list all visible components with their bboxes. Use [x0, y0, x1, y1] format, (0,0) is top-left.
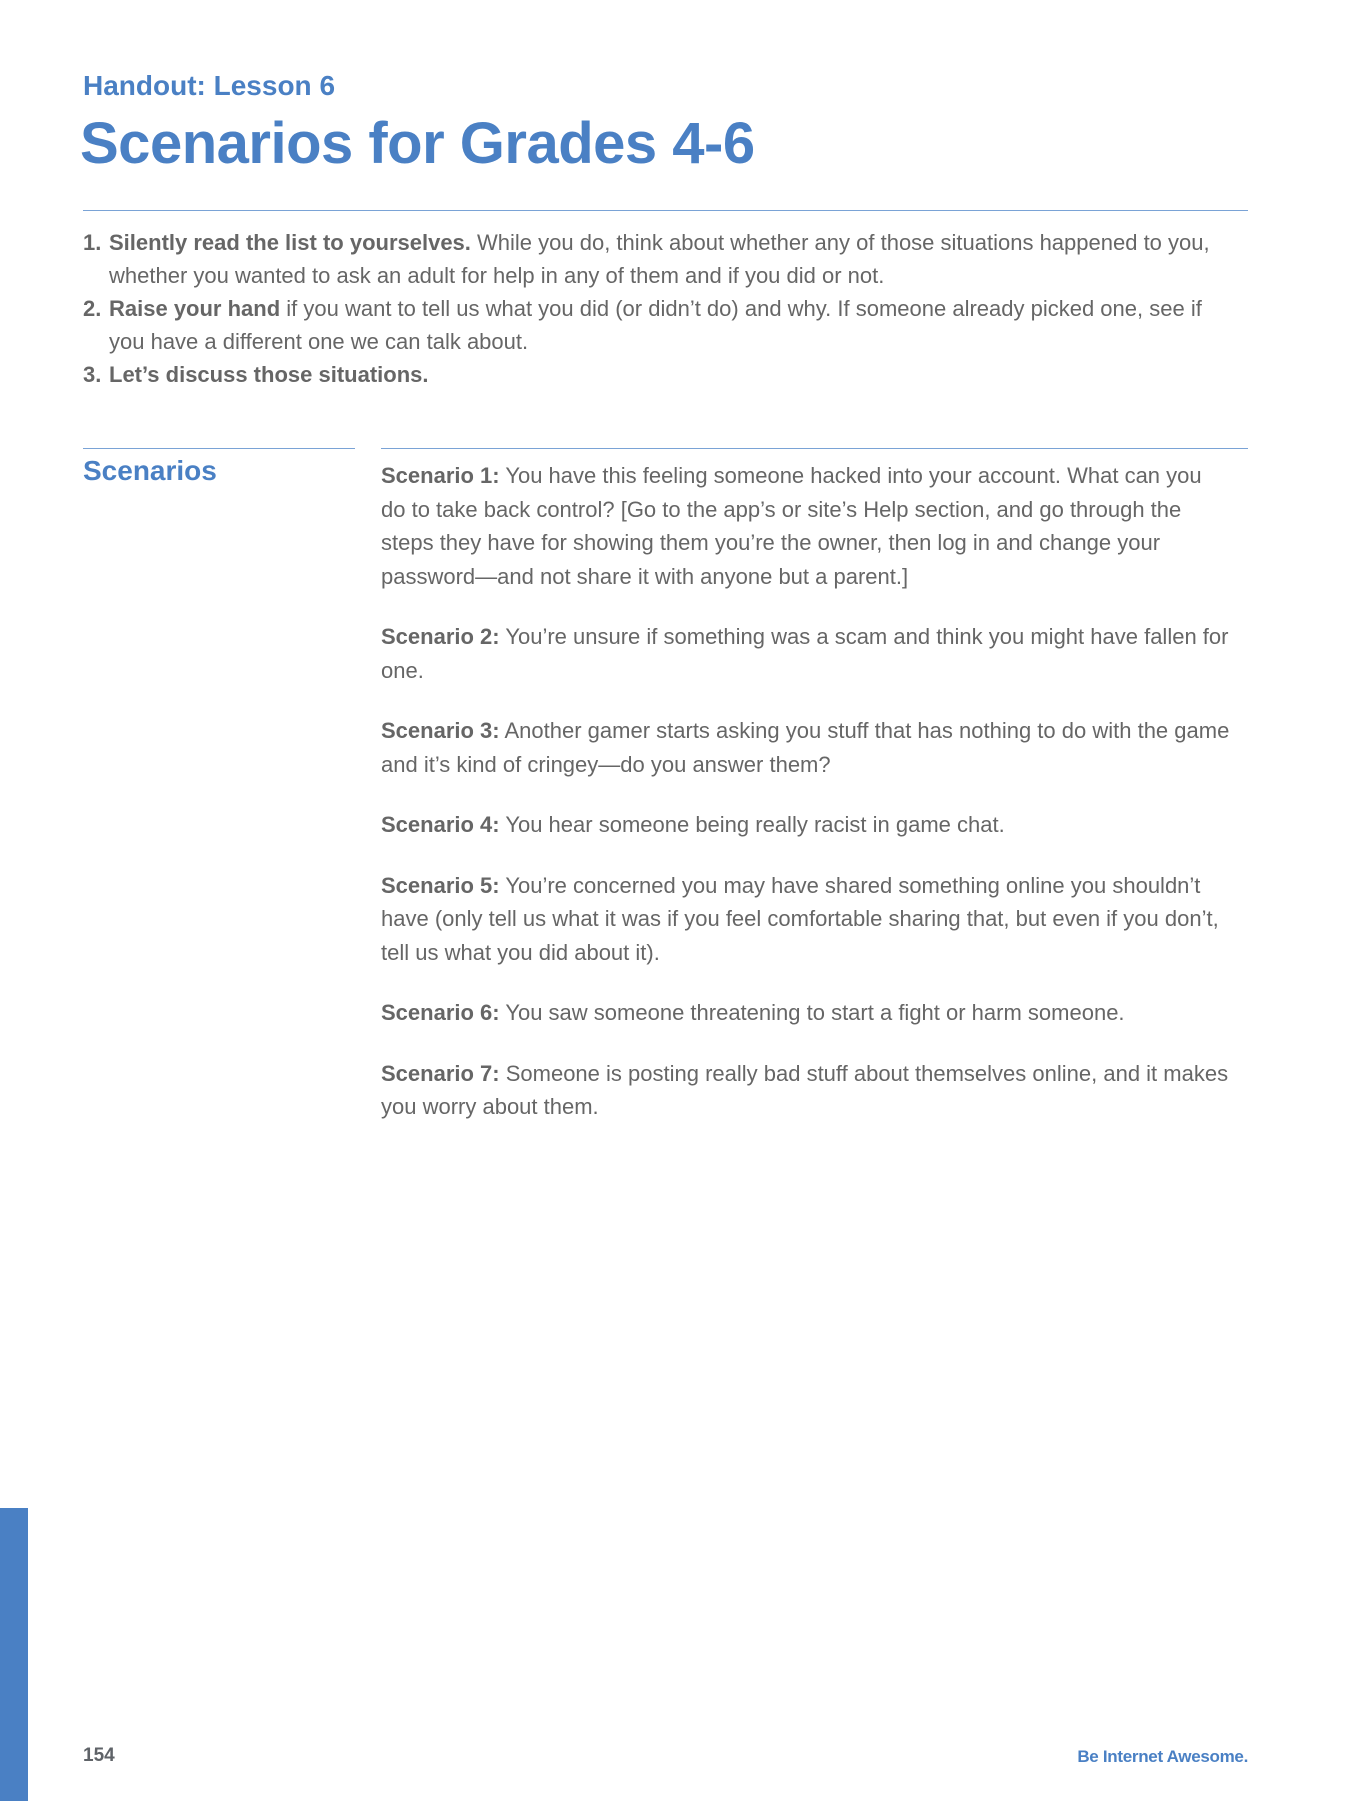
scenario-label: Scenario 4:: [381, 812, 500, 837]
instruction-text: While you do, think about whether any of those situations happened to you, whether you wanted to ask an adult for help in any of them and if you did or not.: [109, 230, 1210, 288]
scenario-item: [381, 869, 1231, 970]
instruction-item: [83, 358, 1213, 391]
scenario-label: Scenario 1:: [381, 463, 500, 488]
scenario-item: [381, 459, 1231, 593]
handout-subtitle: Handout: Lesson 6: [83, 70, 336, 101]
instruction-text: if you want to tell us what you did (or didn’t do) and why. If someone already picked one, see if you have a different one we can talk about.: [109, 296, 1202, 354]
section-divider-right: [381, 448, 1248, 449]
scenario-item: [381, 808, 1231, 842]
scenario-item: [381, 1057, 1231, 1124]
instruction-item: [83, 226, 1213, 292]
instruction-bold: Raise your hand: [109, 296, 281, 321]
scenario-label: Scenario 3:: [381, 718, 500, 743]
instruction-number: 2.: [83, 296, 102, 321]
scenario-text: You hear someone being really racist in game chat.: [499, 812, 1005, 837]
scenario-text: You’re concerned you may have shared something online you shouldn’t have (only tell us what it was if you feel comfortable sharing that, but even if you don’t, tell us what you did about it).: [381, 872, 1219, 965]
scenario-item: [381, 620, 1231, 687]
scenario-label: Scenario 5:: [381, 872, 500, 898]
instruction-bold: Silently read the list to yourselves.: [109, 230, 471, 255]
brand-wordmark: Be Internet Awesome.: [1077, 1747, 1248, 1766]
scenario-label: Scenario 6:: [381, 1000, 500, 1025]
instruction-number: 3.: [83, 362, 102, 387]
instruction-number: 1.: [83, 230, 102, 255]
scenarios-list: [381, 459, 1231, 1151]
scenario-text: Someone is posting really bad stuff about themselves online, and it makes you worry about them.: [381, 1060, 1229, 1119]
section-divider-left: [83, 448, 355, 449]
scenarios-heading: Scenarios: [83, 455, 217, 486]
scenario-label: Scenario 7:: [381, 1060, 500, 1086]
instruction-item: [83, 292, 1213, 358]
scenario-text: Another gamer starts asking you stuff that has nothing to do with the game and it’s kind of cringey—do you answer them?: [381, 718, 1230, 777]
page-title: Scenarios for Grades 4-6: [80, 111, 755, 176]
page-number: 154: [83, 1745, 115, 1766]
scenario-text: You have this feeling someone hacked into your account. What can you do to take back control? [Go to the app’s or site’s Help section, and go through the steps they have for showing them you’re the owner, then log in and change your password—and not share it with anyone but a parent.]: [381, 463, 1202, 589]
scenario-item: [381, 714, 1231, 781]
scenario-text: You’re unsure if something was a scam and think you might have fallen for one.: [381, 624, 1229, 683]
instructions-list: [83, 226, 1213, 391]
scenario-item: [381, 996, 1231, 1030]
scenario-label: Scenario 2:: [381, 624, 500, 649]
scenario-text: You saw someone threatening to start a fight or harm someone.: [499, 1000, 1125, 1025]
instruction-bold: Let’s discuss those situations.: [109, 362, 429, 387]
top-divider: [83, 210, 1248, 211]
decorative-side-bar: [0, 1508, 28, 1801]
